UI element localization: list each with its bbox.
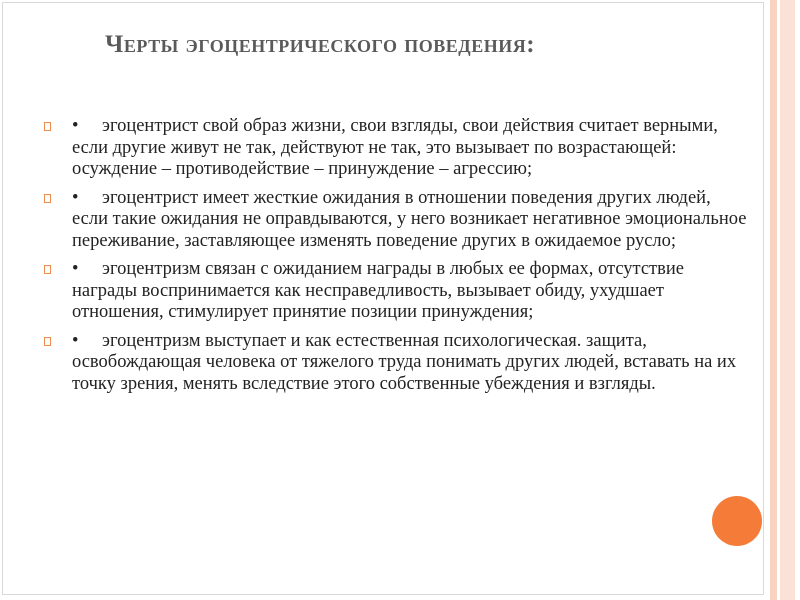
bullet-dot: • xyxy=(72,187,79,208)
bullet-dot: • xyxy=(72,259,79,279)
bullet-square-icon xyxy=(44,122,51,131)
bullet-text: эгоцентризм выступает и как естественная психологическая. защита, освобождающая человека от тяжелого труда понимать других людей, вставать на их точку зрения, менять вследствие этого собственные убеждения и взгляды. xyxy=(72,330,737,394)
bullet-square-icon xyxy=(44,194,51,203)
decorative-stripe-inner xyxy=(770,0,777,600)
bullet-item-3 xyxy=(44,259,749,324)
bullet-square-icon xyxy=(44,337,51,346)
bullet-square-icon xyxy=(44,265,51,274)
bullet-text: эгоцентрист свой образ жизни, свои взгляды, свои действия считает верными, если другие живут не так, действуют не так, это вызывает по возрастающей: осуждение – противодействие – принуждение – агрессию; xyxy=(72,116,718,179)
slide-title: Черты эгоцентрического поведения: xyxy=(105,31,536,58)
bullet-text: эгоцентрист имеет жесткие ожидания в отношении поведения других людей, если такие ожидания не оправдываются, у него возникает негативное эмоциональное переживание, заставляющее изменять поведение других в ожидаемое русло; xyxy=(72,187,747,251)
bullet-item-4 xyxy=(44,331,749,396)
bullet-dot: • xyxy=(72,330,79,351)
bullet-item-1 xyxy=(44,116,749,181)
bullet-dot: • xyxy=(72,116,79,136)
decorative-stripe-outer xyxy=(780,0,795,600)
bullet-text: эгоцентризм связан с ожиданием награды в любых ее формах, отсутствие награды воспринимается как несправедливость, вызывает обиду, ухудшает отношения, стимулирует принятие позиции принуждения; xyxy=(72,259,684,322)
orange-circle-decoration xyxy=(712,496,762,546)
bullet-list xyxy=(44,116,749,402)
bullet-item-2 xyxy=(44,188,749,253)
